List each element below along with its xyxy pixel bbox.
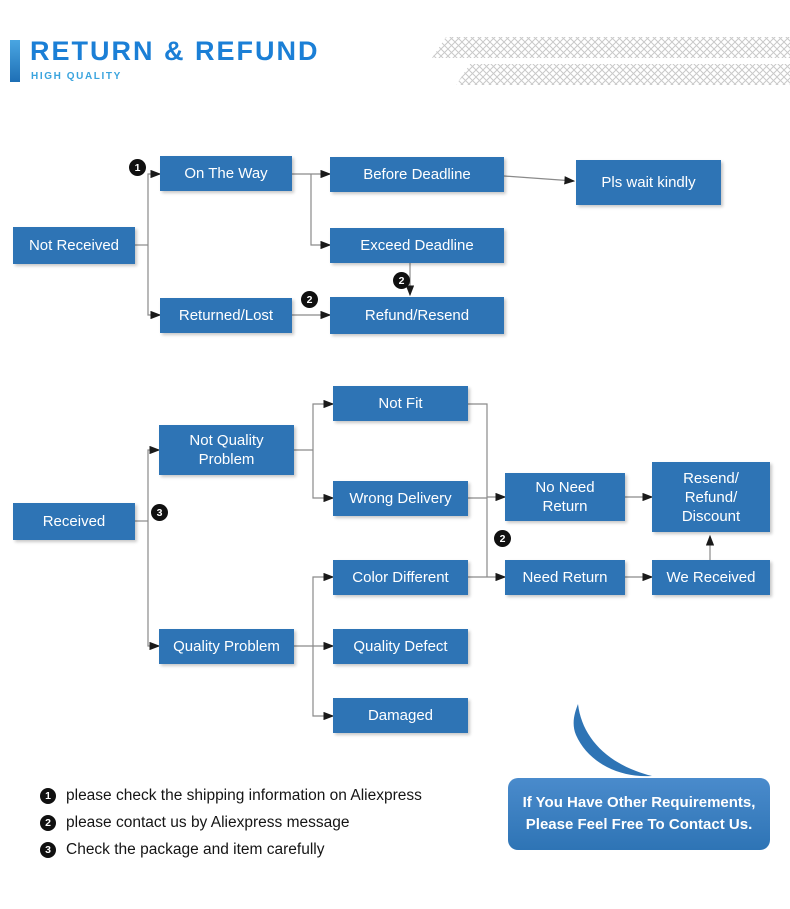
node-refund-resend xyxy=(330,297,504,334)
node-wrong-delivery xyxy=(333,481,468,516)
node-label: Before Deadline xyxy=(363,166,471,183)
node-not-received xyxy=(13,227,135,264)
legend-marker-1: 1 xyxy=(40,788,56,804)
step-3-marker: 3 xyxy=(151,504,168,521)
node-quality-defect xyxy=(333,629,468,664)
node-not-fit xyxy=(333,386,468,421)
node-label: Exceed Deadline xyxy=(360,237,474,254)
node-color-different xyxy=(333,560,468,595)
node-exceed-deadline xyxy=(330,228,504,263)
node-on-the-way xyxy=(160,156,292,191)
node-label: Quality Defect xyxy=(353,638,448,655)
node-label: Received xyxy=(42,513,106,530)
node-label: Wrong Delivery xyxy=(349,490,452,507)
node-label: On The Way xyxy=(184,165,268,182)
node-label: Not Quality Problem xyxy=(189,432,264,468)
node-label: Not Received xyxy=(28,237,120,254)
node-label: Quality Problem xyxy=(173,638,280,655)
node-label: Pls wait kindly xyxy=(601,174,696,191)
contact-line-1: If You Have Other Requirements, xyxy=(522,794,756,811)
node-label: No Need Return xyxy=(535,479,595,515)
step-2-marker: 2 xyxy=(393,272,410,289)
page-subtitle: HIGH QUALITY xyxy=(31,71,122,82)
legend-text-2: please contact us by Aliexpress message xyxy=(66,814,350,831)
node-label: We Received xyxy=(666,569,756,586)
legend-text-3: Check the package and item carefully xyxy=(66,841,325,858)
legend-marker-2: 2 xyxy=(40,815,56,831)
contact-line-2: Please Feel Free To Contact Us. xyxy=(525,816,753,833)
node-label: Damaged xyxy=(367,707,434,724)
node-label: Resend/ Refund/ Discount xyxy=(681,469,741,525)
node-received xyxy=(13,503,135,540)
node-label: Not Fit xyxy=(378,395,423,412)
step-1-marker: 1 xyxy=(129,159,146,176)
contact-note xyxy=(508,778,770,850)
node-damaged xyxy=(333,698,468,733)
node-returned-lost xyxy=(160,298,292,333)
node-quality-problem xyxy=(159,629,294,664)
page-title: RETURN & REFUND xyxy=(30,36,320,66)
step-2-marker: 2 xyxy=(301,291,318,308)
node-need-return xyxy=(505,560,625,595)
step-2-marker: 2 xyxy=(494,530,511,547)
node-label: Refund/Resend xyxy=(364,307,470,324)
node-label: Need Return xyxy=(522,569,608,586)
legend-marker-3: 3 xyxy=(40,842,56,858)
node-pls-wait-kindly xyxy=(576,160,721,205)
node-not-quality-problem xyxy=(159,425,294,475)
node-label: Returned/Lost xyxy=(178,307,274,324)
node-before-deadline xyxy=(330,157,504,192)
node-no-need-return xyxy=(505,473,625,521)
node-label: Color Different xyxy=(352,569,449,586)
node-resend-refund-discount xyxy=(652,462,770,532)
legend-text-1: please check the shipping information on Aliexpress xyxy=(66,787,422,804)
node-we-received xyxy=(652,560,770,595)
